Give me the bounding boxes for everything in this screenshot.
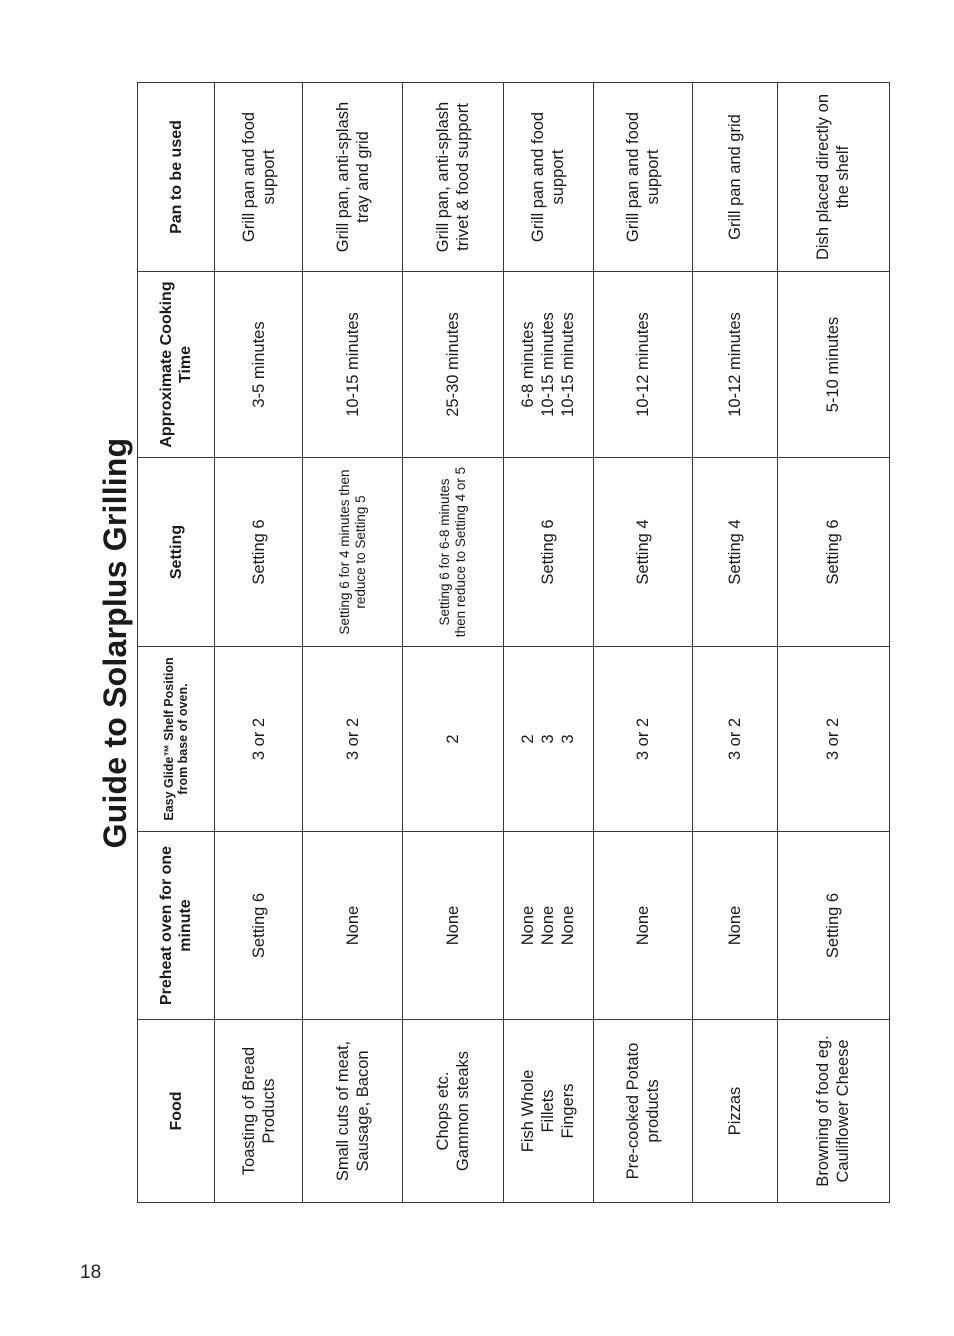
cell-time: 10-15 minutes — [303, 272, 403, 458]
cell-setting: Setting 4 — [593, 458, 692, 647]
cell-shelf: 3 or 2 — [692, 647, 777, 832]
table-row — [215, 83, 303, 1203]
cell-shelf: 3 or 2 — [215, 647, 303, 832]
cell-food: Pre-cooked Potato products — [593, 1020, 692, 1203]
cell-shelf: 3 or 2 — [777, 647, 889, 832]
cell-shelf: 2 3 3 — [504, 647, 593, 832]
cell-time: 6-8 minutes 10-15 minutes 10-15 minutes — [504, 272, 593, 458]
cell-pan: Dish placed directly on the shelf — [777, 83, 889, 272]
cell-setting: Setting 4 — [692, 458, 777, 647]
header-setting: Setting — [138, 458, 215, 647]
cell-preheat: None — [593, 832, 692, 1020]
grilling-guide-table — [137, 82, 890, 1203]
cell-pan: Grill pan and food support — [593, 83, 692, 272]
cell-time: 10-12 minutes — [593, 272, 692, 458]
cell-setting: Setting 6 for 6-8 minutes then reduce to Setting 4 or 5 — [403, 458, 504, 647]
cell-shelf: 2 — [403, 647, 504, 832]
cell-time: 3-5 minutes — [215, 272, 303, 458]
cell-preheat: None — [303, 832, 403, 1020]
cell-shelf: 3 or 2 — [593, 647, 692, 832]
page-title: Guide to Solarplus Grilling — [97, 437, 133, 849]
cell-setting: Setting 6 — [504, 458, 593, 647]
cell-setting: Setting 6 — [215, 458, 303, 647]
cell-preheat: Setting 6 — [215, 832, 303, 1020]
cell-preheat: None — [692, 832, 777, 1020]
header-food: Food — [138, 1020, 215, 1203]
cell-food: Pizzas — [692, 1020, 777, 1203]
cell-food: Fish Whole Fillets Fingers — [504, 1020, 593, 1203]
cell-food: Toasting of Bread Products — [215, 1020, 303, 1203]
cell-shelf: 3 or 2 — [303, 647, 403, 832]
table-row — [593, 83, 692, 1203]
cell-pan: Grill pan, anti-splash trivet & food support — [403, 83, 504, 272]
header-shelf-position: Easy Glide™ Shelf Position from base of oven. — [138, 647, 215, 832]
header-cooking-time: Approximate Cooking Time — [138, 272, 215, 458]
cell-time: 25-30 minutes — [403, 272, 504, 458]
table-header-row — [138, 83, 215, 1203]
header-preheat: Preheat oven for one minute — [138, 832, 215, 1020]
table-row — [504, 83, 593, 1203]
cell-food: Chops etc. Gammon steaks — [403, 1020, 504, 1203]
cell-food: Browning of food eg. Cauliflower Cheese — [777, 1020, 889, 1203]
table-row — [692, 83, 777, 1203]
page-number: 18 — [80, 1262, 102, 1283]
cell-food: Small cuts of meat, Sausage, Bacon — [303, 1020, 403, 1203]
table-row — [403, 83, 504, 1203]
cell-time: 5-10 minutes — [777, 272, 889, 458]
cell-pan: Grill pan and food support — [504, 83, 593, 272]
cell-time: 10-12 minutes — [692, 272, 777, 458]
rotated-page-content — [95, 83, 890, 1203]
table-row — [303, 83, 403, 1203]
cell-setting: Setting 6 — [777, 458, 889, 647]
header-pan: Pan to be used — [138, 83, 215, 272]
cell-preheat: None None None — [504, 832, 593, 1020]
cell-preheat: None — [403, 832, 504, 1020]
cell-preheat: Setting 6 — [777, 832, 889, 1020]
cell-setting: Setting 6 for 4 minutes then reduce to Setting 5 — [303, 458, 403, 647]
cell-pan: Grill pan and grid — [692, 83, 777, 272]
cell-pan: Grill pan and food support — [215, 83, 303, 272]
cell-pan: Grill pan, anti-splash tray and grid — [303, 83, 403, 272]
table-row — [777, 83, 889, 1203]
